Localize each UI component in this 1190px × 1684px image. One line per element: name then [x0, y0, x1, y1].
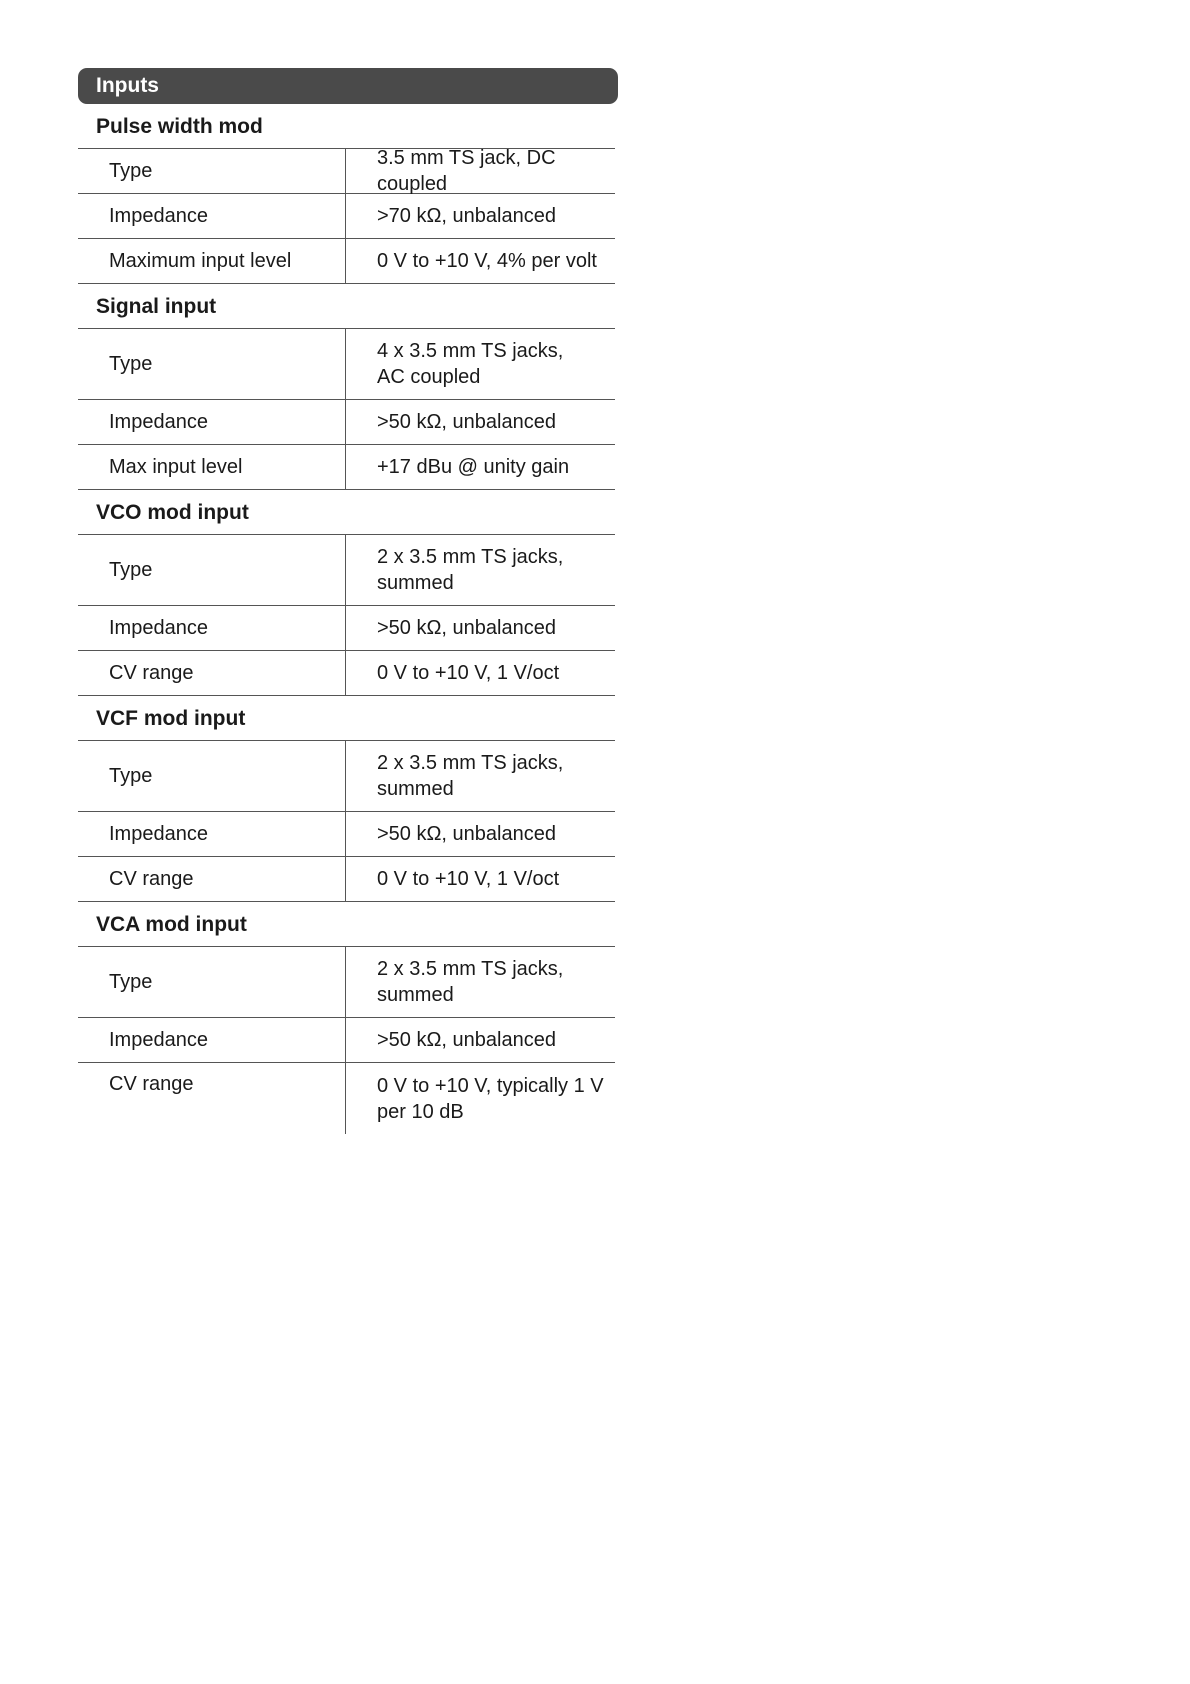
spec-row	[78, 149, 615, 194]
spec-row	[78, 741, 615, 812]
group-title-vcf-mod-input: VCF mod input	[78, 696, 615, 741]
spec-row	[78, 329, 615, 400]
spec-value: >50 kΩ, unbalanced	[377, 411, 556, 433]
spec-row	[78, 194, 615, 239]
spec-value: >70 kΩ, unbalanced	[377, 205, 556, 227]
spec-value: 3.5 mm TS jack, DC coupled	[377, 147, 556, 195]
spec-label: Max input level	[78, 445, 346, 489]
group-title-pulse-width-mod: Pulse width mod	[78, 104, 615, 149]
spec-value: 0 V to +10 V, 1 V/oct	[377, 662, 560, 684]
spec-row	[78, 445, 615, 490]
spec-label: Impedance	[78, 1018, 346, 1062]
group-title-vca-mod-input: VCA mod input	[78, 902, 615, 947]
spec-label: Type	[78, 329, 346, 399]
spec-label: Type	[78, 947, 346, 1017]
spec-row	[78, 651, 615, 696]
spec-value: 0 V to +10 V, 1 V/oct	[377, 868, 560, 890]
spec-value: +17 dBu @ unity gain	[377, 456, 570, 478]
group-title-signal-input: Signal input	[78, 284, 615, 329]
spec-value: 2 x 3.5 mm TS jacks, summed	[377, 546, 564, 594]
spec-value: 4 x 3.5 mm TS jacks, AC coupled	[377, 340, 564, 388]
spec-label: Impedance	[78, 400, 346, 444]
spec-row	[78, 535, 615, 606]
spec-label: CV range	[78, 857, 346, 901]
spec-value: 2 x 3.5 mm TS jacks, summed	[377, 958, 564, 1006]
spec-row	[78, 812, 615, 857]
inputs-spec-table	[78, 68, 615, 1134]
spec-label: Impedance	[78, 606, 346, 650]
spec-value: >50 kΩ, unbalanced	[377, 1029, 556, 1051]
spec-value: >50 kΩ, unbalanced	[377, 823, 556, 845]
spec-row	[78, 606, 615, 651]
spec-value: 0 V to +10 V, typically 1 V per 10 dB	[377, 1075, 604, 1123]
spec-row	[78, 400, 615, 445]
spec-row	[78, 947, 615, 1018]
spec-label: Impedance	[78, 812, 346, 856]
group-title-vco-mod-input: VCO mod input	[78, 490, 615, 535]
spec-label: CV range	[78, 651, 346, 695]
spec-label: Type	[78, 535, 346, 605]
spec-row	[78, 239, 615, 284]
section-banner-inputs: Inputs	[78, 68, 618, 104]
spec-label: Type	[78, 741, 346, 811]
spec-value: >50 kΩ, unbalanced	[377, 617, 556, 639]
spec-value: 0 V to +10 V, 4% per volt	[377, 250, 597, 272]
spec-row	[78, 857, 615, 902]
spec-value: 2 x 3.5 mm TS jacks, summed	[377, 752, 564, 800]
spec-row	[78, 1018, 615, 1063]
spec-row	[78, 1063, 615, 1134]
spec-label: Type	[78, 149, 346, 193]
spec-label: Maximum input level	[78, 239, 346, 283]
spec-label: CV range	[78, 1063, 346, 1134]
spec-label: Impedance	[78, 194, 346, 238]
